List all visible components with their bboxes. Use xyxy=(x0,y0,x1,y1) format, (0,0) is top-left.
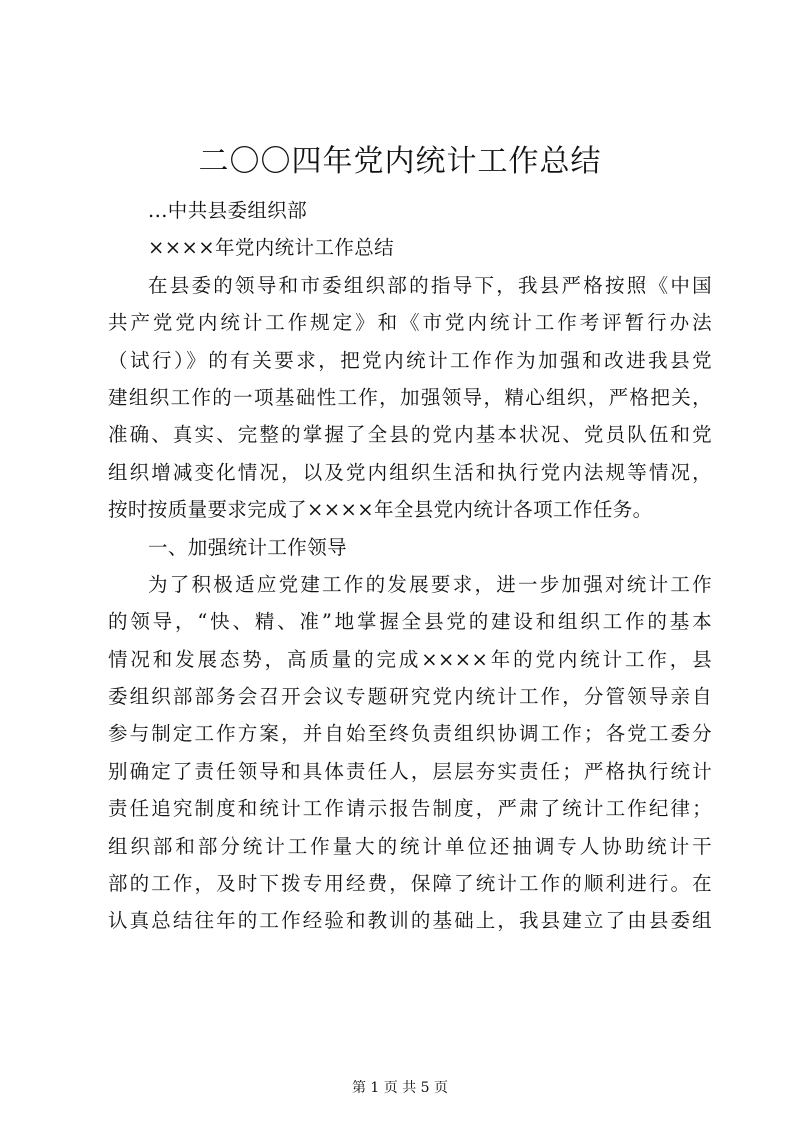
paragraph-line: 组织增减变化情况，以及党内组织生活和执行党内法规等情况， xyxy=(108,460,712,484)
document-title: 二〇〇四年党内统计工作总结 xyxy=(198,144,602,179)
paragraph-line: 的领导，“快、精、准”地掌握全县党的建设和组织工作的基本 xyxy=(108,610,712,634)
subtitle-line: ××××年党内统计工作总结 xyxy=(148,236,395,260)
paragraph-line: 准确、真实、完整的掌握了全县的党内基本状况、党员队伍和党 xyxy=(108,423,712,447)
paragraph-line: 共产党党内统计工作规定》和《市党内统计工作考评暂行办法 xyxy=(108,311,712,335)
paragraph-line: 按时按质量要求完成了××××年全县党内统计各项工作任务。 xyxy=(108,498,653,522)
document-body xyxy=(108,192,712,940)
paragraph-line: 在县委的领导和市委组织部的指导下，我县严格按照《中国 xyxy=(148,273,712,297)
paragraph-line: 建组织工作的一项基础性工作，加强领导，精心组织，严格把关， xyxy=(108,385,712,409)
section-heading: 一、加强统计工作领导 xyxy=(148,535,348,559)
paragraph-line: 组织部和部分统计工作量大的统计单位还抽调专人协助统计干 xyxy=(108,834,712,858)
paragraph-line: 别确定了责任领导和具体责任人，层层夯实责任；严格执行统计 xyxy=(108,759,712,783)
paragraph-line: 情况和发展态势，高质量的完成××××年的党内统计工作，县 xyxy=(108,647,712,671)
paragraph-line: 责任追究制度和统计工作请示报告制度，严肃了统计工作纪律； xyxy=(108,797,712,821)
paragraph-line: 参与制定工作方案，并自始至终负责组织协调工作；各党工委分 xyxy=(108,722,712,746)
paragraph-line: 认真总结往年的工作经验和教训的基础上，我县建立了由县委组 xyxy=(108,909,712,933)
paragraph-line: 委组织部部务会召开会议专题研究党内统计工作，分管领导亲自 xyxy=(108,685,712,709)
paragraph-line: 为了积极适应党建工作的发展要求，进一步加强对统计工作 xyxy=(148,572,712,596)
paragraph-line: （试行）》的有关要求，把党内统计工作作为加强和改进我县党 xyxy=(108,348,712,372)
page-footer: 第 1 页 共 5 页 xyxy=(351,1080,449,1096)
paragraph-line: 部的工作，及时下拨专用经费，保障了统计工作的顺利进行。在 xyxy=(108,872,712,896)
issuer-line: ...中共县委组织部 xyxy=(148,199,308,222)
